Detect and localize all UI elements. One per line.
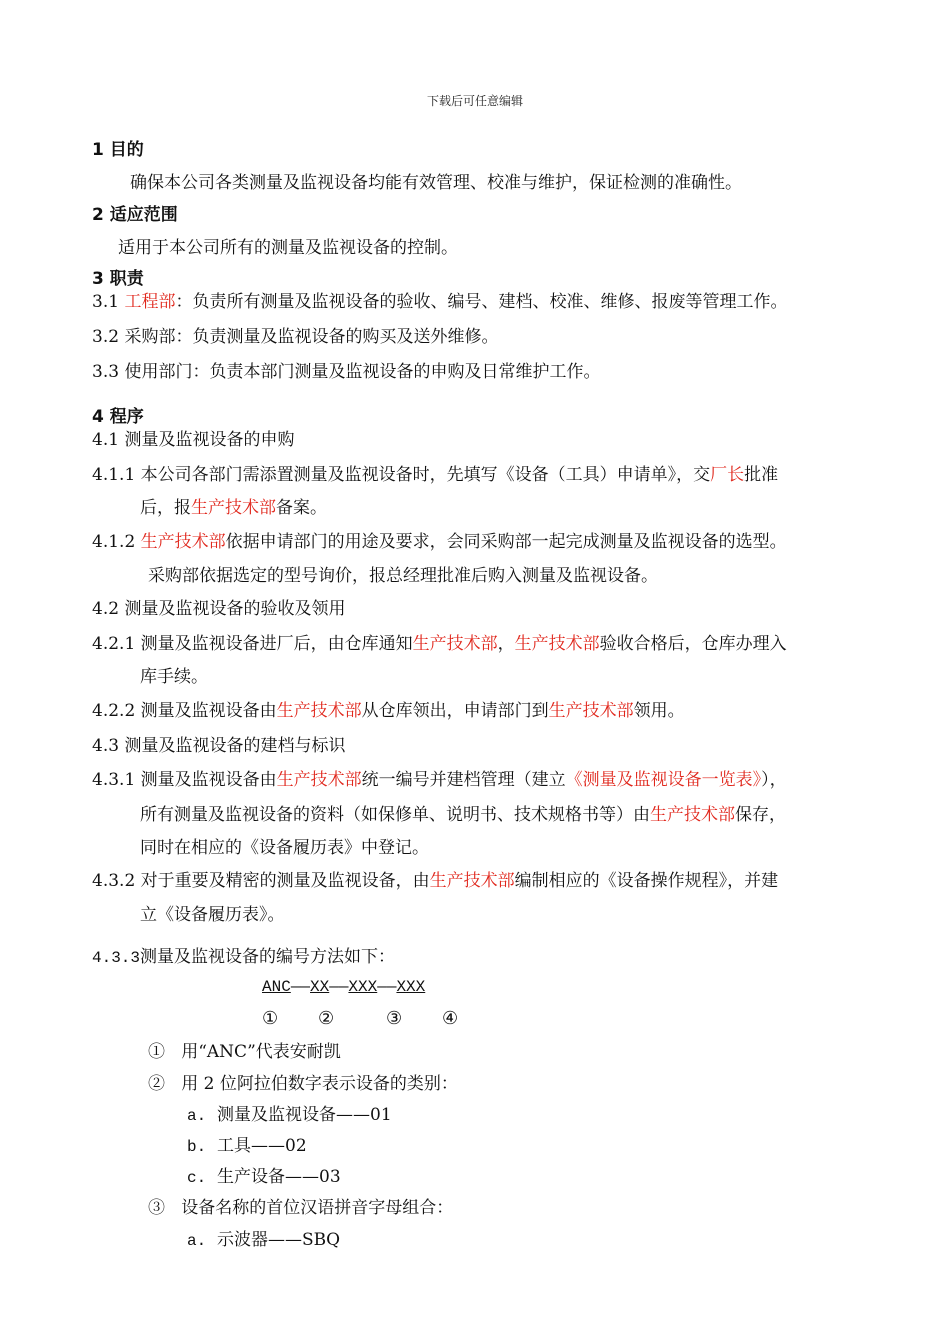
item-4-3-1-line1 (92, 768, 787, 792)
item-4-2-2-text-b: 从仓库领出，申请部门到 (361, 701, 549, 721)
item-4-1-1-line2 (140, 496, 327, 520)
factory-director: 厂长 (710, 465, 745, 485)
item-4-3-2-line1 (92, 869, 778, 893)
section-3-heading: 3 职责 (92, 269, 144, 289)
dept-production-tech: 生产技术部 (276, 701, 362, 721)
rule-marker-1: ① (148, 1042, 165, 1062)
code-sep-1: —— (290, 978, 311, 996)
dept-production-tech: 生产技术部 (548, 701, 634, 721)
item-4-3-2-text-a: 4.3.2 对于重要及精密的测量及监视设备，由 (92, 871, 430, 891)
dept-production-tech: 生产技术部 (191, 498, 276, 518)
item-4-3-1-text-c: ）， (761, 770, 787, 790)
item-4-3-2-text-b: 编制相应的《设备操作规程》，并建 (514, 871, 779, 891)
item-4-1-2-number: 4.1.2 (92, 532, 141, 552)
rule-item-1 (148, 1040, 341, 1064)
code-part-3: XXX (348, 978, 378, 996)
item-3-1-number: 3.1 (92, 292, 125, 312)
rule-text-2: 用 2 位阿拉伯数字表示设备的类别： (181, 1074, 458, 1094)
item-4-3-1-line2 (140, 803, 786, 827)
category-item-c (187, 1165, 341, 1190)
section-1-body: 确保本公司各类测量及监视设备均能有效管理、校准与维护，保证检测的准确性。 (130, 173, 742, 193)
section-2-body: 适用于本公司所有的测量及监视设备的控制。 (118, 238, 458, 258)
category-text-c: 生产设备——03 (217, 1167, 341, 1187)
category-item-b (187, 1134, 307, 1159)
category-key-c: c. (187, 1169, 207, 1187)
code-marker-4: ④ (442, 1008, 459, 1029)
item-4-2-2-text-c: 领用。 (633, 701, 685, 721)
item-4-1-1-text-c: 后，报 (140, 498, 191, 518)
item-4-1-2-text-a: 依据申请部门的用途及要求，会同采购部一起完成测量及监视设备的选型。 (225, 532, 787, 552)
item-3-3: 3.3 使用部门：负责本部门测量及监视设备的申购及日常维护工作。 (92, 362, 601, 382)
item-3-1-text: ：负责所有测量及监视设备的验收、编号、建档、校准、维修、报废等管理工作。 (175, 292, 788, 312)
item-4-2-1-line1 (92, 632, 787, 656)
item-4-3-1-text-a: 4.3.1 测量及监视设备由 (92, 770, 277, 790)
category-key-b: b. (187, 1138, 207, 1156)
item-3-1 (92, 290, 787, 314)
item-4-2-1-text-c: 验收合格后，仓库办理入 (599, 634, 787, 654)
rule-marker-3: ③ (148, 1198, 165, 1218)
item-4-3-1-line3: 同时在相应的《设备履历表》中登记。 (140, 838, 429, 858)
item-4-3-1-text-b: 统一编号并建档管理（建立 (361, 770, 566, 790)
dept-production-tech: 生产技术部 (276, 770, 362, 790)
item-4-1-2-line2: 采购部依据选定的型号询价，报总经理批准后购入测量及监视设备。 (148, 566, 658, 586)
rule-item-2 (148, 1072, 458, 1096)
item-4-2-1-text-b: ， (497, 634, 515, 654)
item-4-3-1-text-d: 所有测量及监视设备的资料（如保修单、说明书、技术规格书等）由 (140, 805, 650, 825)
dept-production-tech: 生产技术部 (429, 871, 515, 891)
dept-production-tech: 生产技术部 (412, 634, 498, 654)
item-3-2: 3.2 采购部：负责测量及监视设备的购买及送外维修。 (92, 327, 499, 347)
section-2-heading: 2 适应范围 (92, 205, 178, 225)
section-4-heading: 4 程序 (92, 407, 144, 427)
code-marker-3: ③ (386, 1008, 403, 1029)
category-key-a: a. (187, 1107, 207, 1125)
item-4-1-1-text-b: 批准 (744, 465, 779, 485)
code-sep-2: —— (329, 978, 349, 996)
item-4-3-3 (92, 945, 395, 970)
category-text-b: 工具——02 (217, 1136, 307, 1156)
rule-text-1: 用“ANC”代表安耐凯 (181, 1042, 341, 1062)
item-4-3-3-text: 测量及监视设备的编号方法如下： (140, 947, 396, 967)
name-text-a: 示波器——SBQ (217, 1230, 341, 1250)
item-4-3-2-line2: 立《设备履历表》。 (140, 905, 285, 925)
dept-production-tech: 生产技术部 (514, 634, 600, 654)
rule-text-3: 设备名称的首位汉语拼音字母组合： (181, 1198, 454, 1218)
rule-marker-2: ② (148, 1074, 165, 1094)
item-4-1-1-line1 (92, 463, 778, 487)
item-4-2-1-text-a: 4.2.1 测量及监视设备进厂后，由仓库通知 (92, 634, 413, 654)
dept-engineering: 工程部 (124, 292, 176, 312)
item-4-1: 4.1 测量及监视设备的申购 (92, 430, 295, 450)
dept-production-tech: 生产技术部 (140, 532, 226, 552)
category-item-a (187, 1103, 392, 1128)
code-marker-2: ② (318, 1008, 335, 1029)
equipment-list-form: 《测量及监视设备一览表》 (565, 770, 762, 790)
code-sep-3: —— (377, 978, 397, 996)
code-part-2: XX (310, 978, 330, 996)
dept-production-tech: 生产技术部 (650, 805, 735, 825)
item-4-2-2-text-a: 4.2.2 测量及监视设备由 (92, 701, 277, 721)
item-4-2: 4.2 测量及监视设备的验收及领用 (92, 599, 346, 619)
item-4-1-1-text-d: 备案。 (276, 498, 327, 518)
numbering-code-pattern (262, 978, 425, 996)
page-header: 下载后可任意编辑 (426, 94, 523, 108)
item-4-3-1-text-e: 保存， (735, 805, 786, 825)
item-4-1-2-line1 (92, 530, 787, 554)
rule-item-3 (148, 1196, 453, 1220)
name-key-a: a. (187, 1232, 207, 1250)
code-marker-1: ① (262, 1008, 279, 1029)
name-item-a (187, 1228, 340, 1253)
item-4-2-1-line2: 库手续。 (140, 667, 208, 687)
item-4-1-1-text-a: 4.1.1 本公司各部门需添置测量及监视设备时，先填写《设备（工具）申请单》，交 (92, 465, 711, 485)
section-1-heading: 1 目的 (92, 140, 144, 160)
item-4-2-2 (92, 699, 685, 723)
code-part-4: XXX (396, 978, 426, 996)
category-text-a: 测量及监视设备——01 (217, 1105, 392, 1125)
item-4-3-3-number: 4.3.3 (92, 949, 141, 967)
item-4-3: 4.3 测量及监视设备的建档与标识 (92, 736, 346, 756)
code-part-1: ANC (262, 978, 291, 996)
